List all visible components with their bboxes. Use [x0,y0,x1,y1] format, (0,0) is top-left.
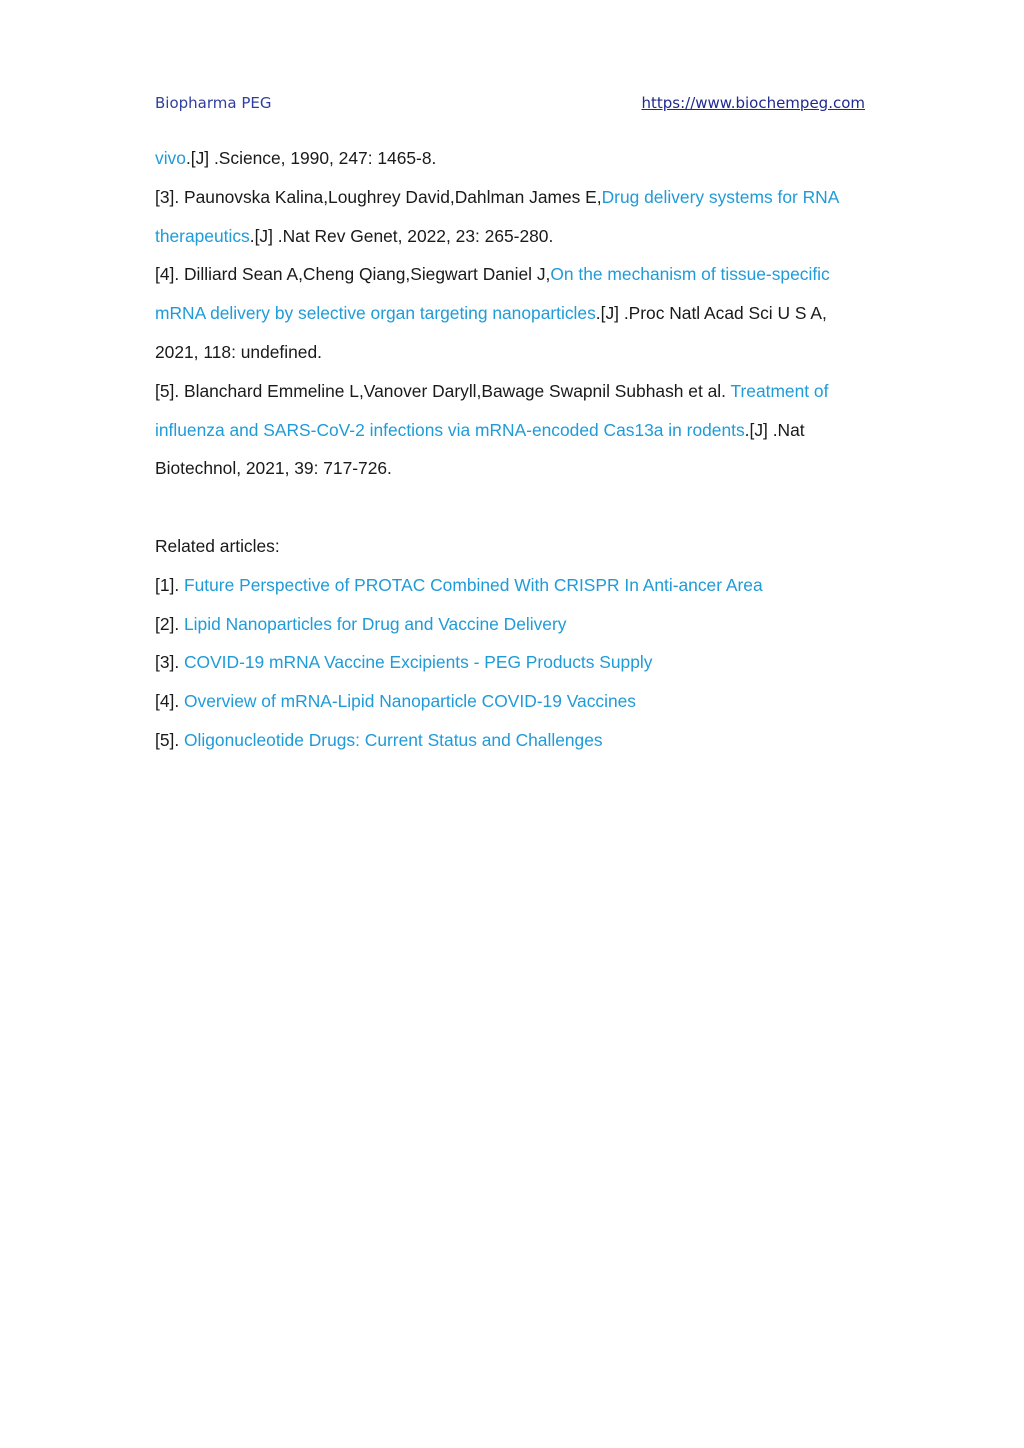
reference-item-4 [155,255,867,371]
header-brand: Biopharma PEG [155,94,272,112]
related-article-5 [155,721,867,760]
page-header [155,94,865,118]
related-article-4 [155,682,867,721]
related-article-link[interactable]: Lipid Nanoparticles for Drug and Vaccine Delivery [184,613,567,634]
reference-item-5 [155,372,867,488]
reference-authors: Blanchard Emmeline L,Vanover Daryll,Bawage Swapnil Subhash et al. [184,380,731,401]
related-article-3 [155,643,867,682]
reference-item-3 [155,178,867,256]
related-article-link[interactable]: Overview of mRNA-Lipid Nanoparticle COVID-19 Vaccines [184,691,636,712]
reference-citation: .[J] .Science, 1990, 247: 1465-8. [185,148,437,168]
related-article-number: [4]. [155,691,184,712]
reference-title-link[interactable]: Treatment of influenza and SARS-CoV-2 infections via mRNA-encoded Cas13a in rodents [155,380,829,440]
reference-continuation [155,139,867,178]
reference-authors: Paunovska Kalina,Loughrey David,Dahlman James E, [184,186,602,207]
reference-citation: .[J] .Proc Natl Acad Sci U S A, 2021, 118: undefined. [155,303,827,362]
related-articles-heading: Related articles: [155,535,280,556]
reference-number: [4]. [155,264,184,285]
reference-citation: .[J] .Nat Rev Genet, 2022, 23: 265-280. [249,225,554,246]
related-article-link[interactable]: Future Perspective of PROTAC Combined With CRISPR In Anti-ancer Area [184,574,763,595]
reference-number: [3]. [155,186,184,207]
related-article-2 [155,605,867,644]
related-article-1 [155,566,867,605]
related-article-number: [5]. [155,729,184,750]
reference-number: [5]. [155,380,184,401]
reference-title-link[interactable]: On the mechanism of tissue-specific mRNA delivery by selective organ targeting nanoparticles [155,264,830,324]
reference-citation: .[J] .Nat Biotechnol, 2021, 39: 717-726. [155,419,805,479]
document-body [155,139,867,760]
reference-title-link[interactable]: Drug delivery systems for RNA therapeutics [155,186,839,246]
related-article-number: [2]. [155,613,184,634]
related-article-number: [1]. [155,574,184,595]
section-spacer [155,488,867,527]
header-url-link[interactable]: https://www.biochempeg.com [641,94,865,112]
reference-authors: Dilliard Sean A,Cheng Qiang,Siegwart Daniel J, [184,264,551,285]
reference-title-link[interactable]: vivo [155,148,186,168]
related-article-link[interactable]: Oligonucleotide Drugs: Current Status and Challenges [184,729,603,750]
related-article-number: [3]. [155,652,184,673]
related-article-link[interactable]: COVID-19 mRNA Vaccine Excipients - PEG Products Supply [184,652,653,673]
